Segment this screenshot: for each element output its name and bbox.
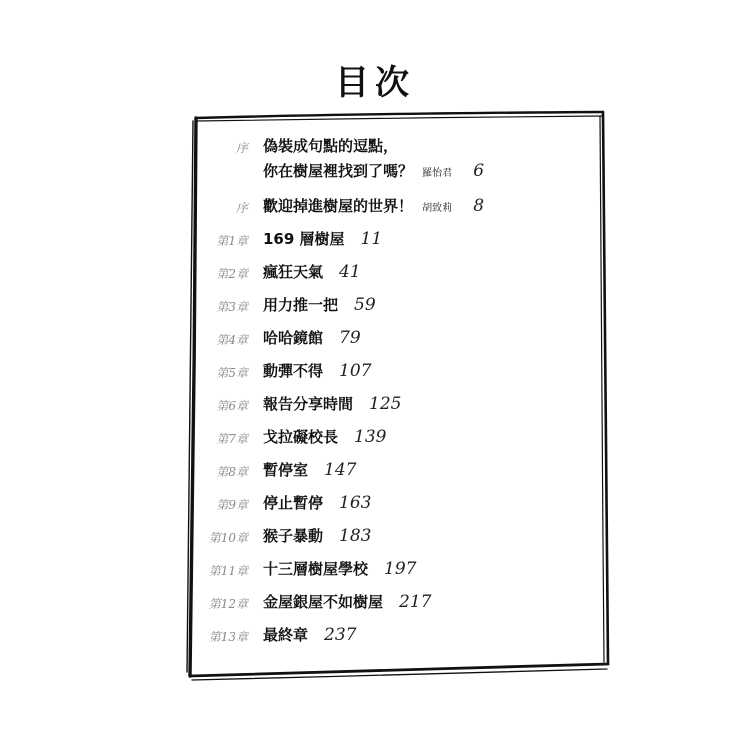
toc-body [263,261,361,282]
toc-body [263,228,382,249]
toc-title: 瘋狂天氣 [263,263,324,281]
toc-title: 報告分享時間 [263,395,354,413]
toc-body [263,624,356,645]
toc-body [263,360,371,381]
toc-page-number: 8 [473,196,485,216]
toc-body [263,327,361,348]
toc-page-number: 237 [324,625,357,645]
toc-body [263,135,398,156]
toc-chapter-6 [0,391,750,419]
toc-chapter-2 [0,259,750,287]
toc-title: 停止暫停 [263,494,324,512]
page-title: 目次 [335,63,415,103]
toc-page-number: 59 [354,295,376,315]
toc-body [263,591,431,612]
toc-label: 第2章 [216,267,248,281]
toc-title: 最終章 [263,626,309,644]
toc-chapter-5 [0,358,750,386]
toc-label: 序 [235,201,248,215]
toc-chapter-8 [0,457,750,485]
toc-title: 你在樹屋裡找到了嗎？ [263,162,414,180]
toc-chapter-11 [0,556,750,584]
toc-body [263,195,484,216]
toc-second-line [263,160,484,181]
toc-label: 第10章 [208,531,248,545]
toc-preface-2 [0,193,750,221]
toc-title: 猴子暴動 [263,527,324,545]
toc-chapter-13 [0,622,750,650]
toc-label: 第8章 [216,465,248,479]
toc-label: 第12章 [208,597,248,611]
toc-title: 戈拉礙校長 [263,428,339,446]
toc-body [263,393,401,414]
toc-chapter-1 [0,226,750,254]
toc-title: 歡迎掉進樹屋的世界！ [263,197,414,215]
toc-label: 序 [235,141,248,155]
toc-label: 第1章 [216,234,248,248]
toc-page-number: 183 [339,526,372,546]
toc-chapter-3 [0,292,750,320]
toc-label: 第9章 [216,498,248,512]
toc-label: 第5章 [216,366,248,380]
toc-author: 胡致莉 [422,203,453,214]
toc-title: 動彈不得 [263,362,324,380]
toc-title: 偽裝成句點的逗點， [263,137,399,155]
toc-page-number: 147 [324,460,357,480]
toc-body [263,294,376,315]
toc-author: 羅怡君 [422,168,453,179]
toc-chapter-12 [0,589,750,617]
toc-label: 第3章 [216,300,248,314]
toc-body [263,492,371,513]
toc-chapter-4 [0,325,750,353]
toc-body [263,525,371,546]
toc-page-number: 11 [360,229,383,249]
toc-chapter-10 [0,523,750,551]
toc-body [263,426,386,447]
toc-page-number: 197 [384,559,417,579]
toc-page-number: 79 [339,328,361,348]
toc-chapter-7 [0,424,750,452]
toc-page-number: 107 [339,361,372,381]
toc-page-number: 125 [369,394,402,414]
toc-title: 暫停室 [263,461,309,479]
toc-preface-1 [0,133,750,183]
toc-page-number: 139 [354,427,387,447]
toc-page-number: 41 [339,262,361,282]
toc-chapter-9 [0,490,750,518]
toc-page-number: 6 [473,161,485,181]
toc-title: 用力推一把 [263,296,339,314]
toc-page-number: 217 [399,592,432,612]
toc-title: 金屋銀屋不如樹屋 [263,593,384,611]
toc-page-number: 163 [339,493,372,513]
toc-label: 第6章 [216,399,248,413]
toc-title: 哈哈鏡館 [263,329,324,347]
toc-body [263,459,356,480]
toc-label: 第11章 [208,564,248,578]
toc-body [263,558,416,579]
toc-label: 第7章 [216,432,248,446]
toc-title: 十三層樹屋學校 [263,560,369,578]
toc-label: 第13章 [208,630,248,644]
toc-title: 169 層樹屋 [263,230,345,248]
toc-label: 第4章 [216,333,248,347]
